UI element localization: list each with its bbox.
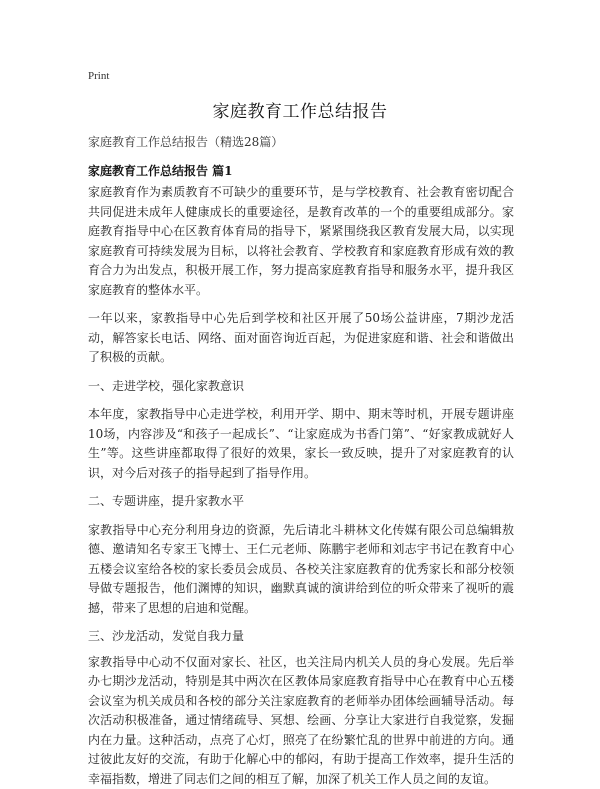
subheading-schools: 一、走进学校，强化家教意识	[88, 377, 514, 397]
print-link[interactable]: Print	[88, 70, 109, 82]
paragraph-intro: 家庭教育作为素质教育不可缺少的重要环节，是与学校教育、社会教育密切配合共同促进未成年人健康成长的重要途径，是教育改革的一个的重要组成部分。家庭教育指导中心在区教育体育局的指导下，紧紧围绕我区教育发展大局，以实现家庭教育可持续发展为目标，以将社会教育、学校教育和家庭教育形成有效的教育合力为出发点，积极开展工作，努力提高家庭教育指导和服务水平，提升我区家庭教育的整体水平。	[88, 183, 514, 300]
document-body	[88, 183, 514, 789]
document-subtitle: 家庭教育工作总结报告（精选28篇）	[88, 133, 283, 150]
paragraph-summary: 一年以来，家教指导中心先后到学校和社区开展了50场公益讲座，7期沙龙活动，解答家长电话、网络、面对面咨询近百起，为促进家庭和谐、社会和谐做出了积极的贡献。	[88, 309, 514, 368]
paragraph-lectures: 家教指导中心充分利用身边的资源，先后请北斗耕林文化传媒有限公司总编辑敖德、邀请知名专家王飞博士、王仁元老师、陈鹏宇老师和刘志宇书记在教育中心五楼会议室给各校的家长委员会成员、各校关注家庭教育的优秀家长和部分校领导做专题报告，他们渊博的知识，幽默真诚的演讲给到位的听众带来了视听的震撼，带来了思想的启迪和觉醒。	[88, 521, 514, 619]
section-heading: 家庭教育工作总结报告 篇1	[88, 162, 233, 179]
paragraph-schools: 本年度，家教指导中心走进学校，利用开学、期中、期末等时机，开展专题讲座10场，内容涉及“和孩子一起成长”、“让家庭成为书香门第”、“好家教成就好人生”等。这些讲座都取得了很好的效果，家长一致反映，提升了对家庭教育的认识，对今后对孩子的指导起到了指导作用。	[88, 405, 514, 483]
page-title: 家庭教育工作总结报告	[0, 97, 600, 122]
subheading-lectures: 二、专题讲座，提升家教水平	[88, 492, 514, 512]
paragraph-salons: 家教指导中心动不仅面对家长、社区，也关注局内机关人员的身心发展。先后举办七期沙龙活动，特别是其中两次在区教体局家庭教育指导中心在教育中心五楼会议室为机关成员和各校的部分关注家庭教育的老师举办团体绘画辅导活动。每次活动积极准备，通过情绪疏导、冥想、绘画、分享让大家进行自我觉察，发掘内在力量。这种活动，点亮了心灯，照亮了在纷繁忙乱的世界中前进的方向。通过彼此友好的交流，有助于化解心中的郁闷，有助于提高工作效率，提升生活的幸福指数，增进了同志们之间的相互了解，加深了机关工作人员之间的友谊。	[88, 653, 514, 789]
subheading-salons: 三、沙龙活动，发觉自我力量	[88, 627, 514, 647]
